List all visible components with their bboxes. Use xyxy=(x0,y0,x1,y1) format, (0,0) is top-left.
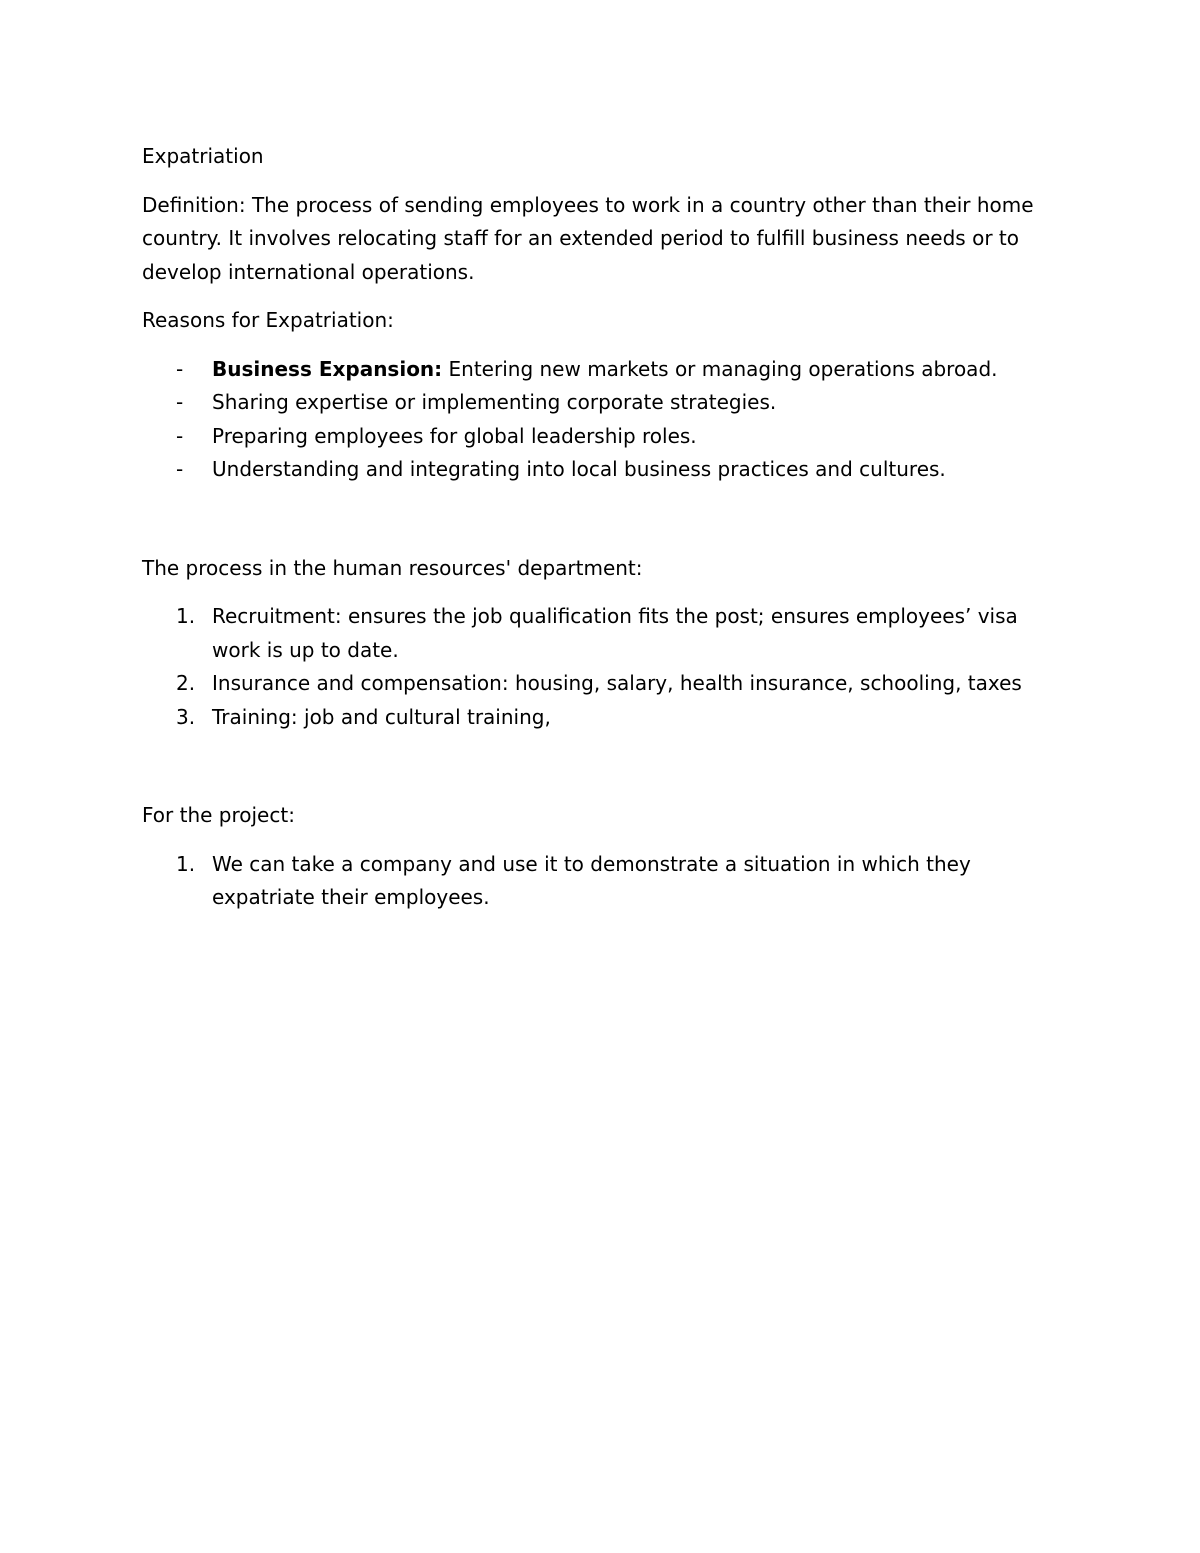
list-item xyxy=(142,848,1062,915)
list-number-marker: 1. xyxy=(176,851,196,876)
list-dash-marker: - xyxy=(176,457,184,481)
reason-text: Preparing employees for global leadership roles. xyxy=(212,423,697,448)
hr-steps-list xyxy=(142,600,1062,734)
list-item xyxy=(142,386,1062,420)
hr-step-text: Insurance and compensation: housing, salary, health insurance, schooling, taxes xyxy=(212,671,1022,695)
list-dash-marker: - xyxy=(176,390,184,414)
list-dash-marker: - xyxy=(176,356,184,381)
list-item xyxy=(142,701,1062,735)
list-item xyxy=(142,600,1062,667)
list-number-marker: 1. xyxy=(176,604,196,628)
reason-text: Understanding and integrating into local business practices and cultures. xyxy=(212,457,946,481)
list-dash-marker: - xyxy=(176,423,184,448)
list-item xyxy=(142,353,1062,387)
list-item xyxy=(142,420,1062,454)
list-item xyxy=(142,453,1062,487)
paragraph-spacer xyxy=(142,734,1062,799)
list-number-marker: 2. xyxy=(176,671,196,695)
hr-step-text: Recruitment: ensures the job qualification fits the post; ensures employees’ visa work is up to date. xyxy=(212,604,1018,662)
definition-paragraph: Definition: The process of sending employees to work in a country other than their home country. It involves relocating staff for an extended period to fulfill business needs or to develop international operations. xyxy=(142,192,1034,284)
hr-process-heading: The process in the human resources' department: xyxy=(142,555,643,580)
project-items-list xyxy=(142,848,1062,915)
project-item-text: We can take a company and use it to demonstrate a situation in which they expatriate their employees. xyxy=(212,851,971,909)
list-item xyxy=(142,667,1062,701)
list-number-marker: 3. xyxy=(176,704,196,729)
document-title: Expatriation xyxy=(142,144,264,168)
reason-bold-label: Business Expansion: xyxy=(212,356,443,381)
project-heading: For the project: xyxy=(142,803,295,827)
reason-text: Entering new markets or managing operations abroad. xyxy=(442,356,998,381)
reasons-list xyxy=(142,353,1062,487)
hr-step-text: Training: job and cultural training, xyxy=(212,704,551,729)
paragraph-spacer xyxy=(142,487,1062,552)
reason-text: Sharing expertise or implementing corporate strategies. xyxy=(212,390,777,414)
document-body xyxy=(142,140,1062,915)
reasons-heading: Reasons for Expatriation: xyxy=(142,308,394,332)
